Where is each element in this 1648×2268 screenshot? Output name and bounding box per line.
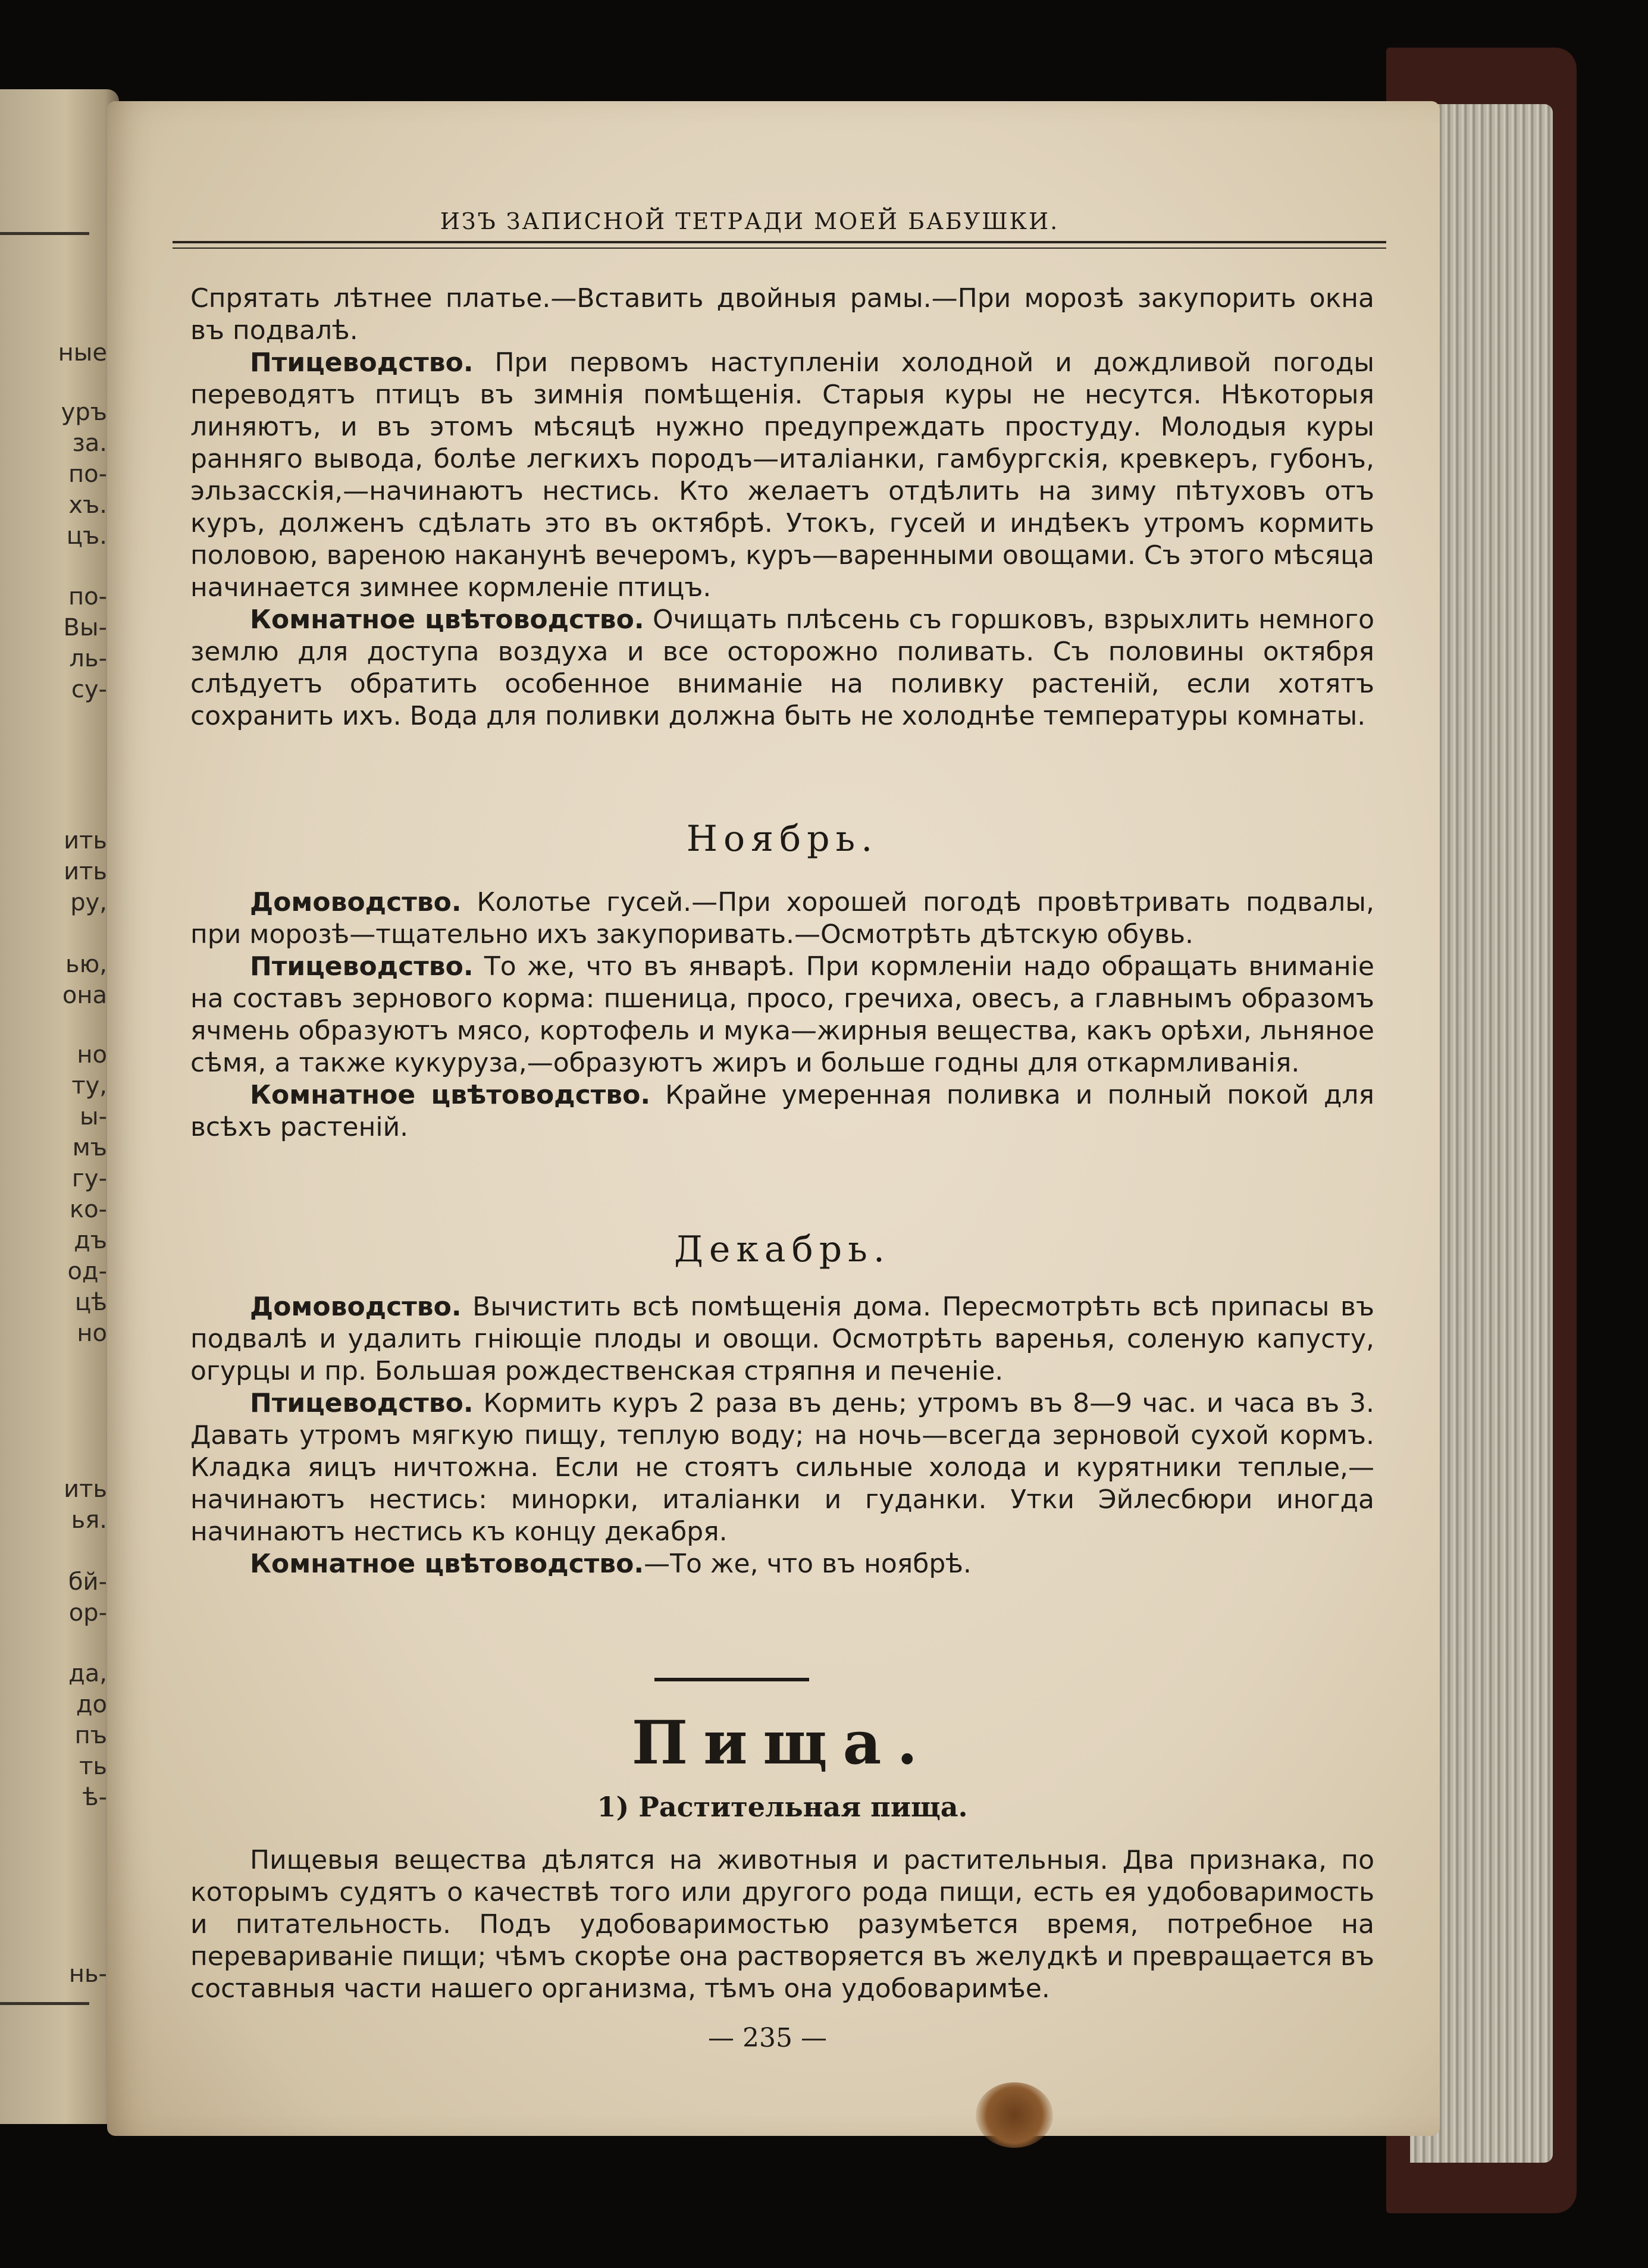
paragraph: Птицеводство. То же, что въ январѣ. При кормленіи надо обращать вниманіе на составъ зернового корма: пшеница, просо, гречиха, овесъ, а главнымъ образомъ ячмень образуютъ мясо, кортофель и мука—жирныя вещества, какъ орѣхи, льняное сѣмя, а также кукуруза,—образуютъ жиръ и больше годны для откармливанія. (190, 951, 1374, 1078)
left-fragment: ть (79, 1753, 107, 1780)
left-fragment: ту, (71, 1072, 107, 1099)
left-fragment: цѣ (74, 1289, 107, 1316)
left-fragment: ные (58, 339, 107, 366)
food-subheading: 1) Растительная пища. (597, 1791, 968, 1823)
header-rule (173, 241, 1386, 243)
left-fragment: бй- (68, 1568, 107, 1596)
left-page-rule (0, 2002, 89, 2005)
paragraph: Домоводство. Колотье гусей.—При хорошей погодѣ провѣтривать подвалы, при морозѣ—тщательно ихъ закупоривать.—Осмотрѣть дѣтскую обувь. (190, 887, 1374, 950)
left-fragment: ить (64, 1476, 107, 1503)
paragraph: Спрятать лѣтнее платье.—Вставить двойныя рамы.—При морозѣ закупорить окна въ подвалѣ. (190, 283, 1374, 346)
ink-stain (976, 2082, 1053, 2148)
running-header: ИЗЪ ЗАПИСНОЙ ТЕТРАДИ МОЕЙ БАБУШКИ. (440, 208, 1060, 234)
left-fragment: дъ (74, 1227, 107, 1254)
page-number: — 235 — (708, 2023, 827, 2053)
left-fragment: ру, (70, 889, 107, 916)
left-fragment: нь- (68, 1960, 107, 1988)
left-fragment: цъ. (66, 522, 107, 550)
left-fragment: но (77, 1320, 107, 1347)
left-fragment: хъ. (68, 491, 107, 519)
paragraph-label: Комнатное цвѣтоводство. (250, 604, 644, 635)
left-fragment: су- (71, 676, 107, 703)
paragraph-label: Комнатное цвѣтоводство. (250, 1080, 651, 1110)
left-fragment: до (76, 1691, 107, 1718)
left-fragment: за. (72, 430, 107, 457)
left-fragment: ить (64, 858, 107, 885)
left-fragment: ѣ- (82, 1784, 107, 1811)
left-fragment: ить (64, 827, 107, 854)
paragraph-label: Комнатное цвѣтоводство. (250, 1549, 644, 1579)
header-rule (173, 248, 1386, 249)
left-fragment: ль- (69, 645, 107, 672)
left-fragment: ы- (79, 1103, 107, 1130)
left-fragment: од- (67, 1258, 107, 1285)
paragraph: Птицеводство. При первомъ наступленіи холодной и дождливой погоды переводятъ птицъ въ зимнія помѣщенія. Старыя куры не несутся. Нѣкоторыя линяютъ, и въ этомъ мѣсяцѣ нужно предупреждать простуду. Молодыя куры ранняго вывода, болѣе легкихъ породъ—италіанки, гамбургскія, кревкеръ, губонъ, эльзасскія,—начинаютъ нестись. Кто желаетъ отдѣлить на зиму пѣтуховъ отъ куръ, долженъ сдѣлать это въ октябрѣ. Утокъ, гусей и индѣекъ утромъ кормить половою, вареною наканунѣ вечеромъ, куръ—варенными овощами. Съ этого мѣсяца начинается зимнее кормленіе птицъ. (190, 347, 1374, 603)
left-fragment: Вы- (63, 614, 107, 641)
left-fragment: ко- (69, 1196, 107, 1223)
left-fragment: уръ (61, 399, 107, 426)
paragraph: Комнатное цвѣтоводство.—То же, что въ ноябрѣ. (250, 1549, 972, 1579)
paragraph: Птицеводство. Кормить куръ 2 раза въ день; утромъ въ 8—9 час. и часа въ 3. Давать утромъ мягкую пищу, теплую воду; на ночь—всегда зерновой сухой кормъ. Кладка яицъ ничтожна. Если не стоятъ сильные холода и курятники теплые,—начинаютъ нестись: минорки, италіанки и гуданки. Утки Эйлесбюри иногда начинаютъ нестись къ концу декабря. (190, 1388, 1374, 1547)
left-facing-page (0, 89, 119, 2124)
left-fragment: по- (68, 583, 107, 610)
paragraph-label: Птицеводство. (250, 951, 474, 982)
november-section (190, 886, 1374, 1144)
paragraph: Домоводство. Вычистить всѣ помѣщенія дома. Пересмотрѣть всѣ припасы въ подвалѣ и удалить гніющіе плоды и овощи. Осмотрѣть варенья, соленую капусту, огурцы и пр. Большая рождественская стряпня и печеніе. (190, 1292, 1374, 1386)
main-page (107, 101, 1440, 2136)
left-fragment: пъ (74, 1722, 107, 1749)
left-page-rule (0, 232, 89, 235)
left-fragment: по- (68, 461, 107, 488)
paragraph-label: Домоводство. (250, 1292, 462, 1322)
paragraph-label: Птицеводство. (250, 347, 474, 378)
december-heading: Декабрь. (674, 1229, 891, 1270)
left-fragment: ью, (65, 951, 107, 978)
food-section (190, 1844, 1374, 2005)
left-fragment: мъ (72, 1134, 107, 1161)
left-fragment: ор- (68, 1599, 107, 1627)
november-heading: Ноябрь. (686, 818, 879, 860)
left-fragment: гу- (71, 1165, 107, 1192)
left-fragment: она (62, 982, 107, 1009)
paragraph: Комнатное цвѣтоводство. Крайне умеренная поливка и полный покой для всѣхъ растеній. (190, 1080, 1374, 1142)
december-section (190, 1291, 1374, 1580)
section-divider (654, 1678, 809, 1681)
left-fragment: да, (68, 1660, 107, 1687)
paragraph-label: Домоводство. (250, 887, 462, 917)
paragraph-label: Птицеводство. (250, 1388, 474, 1418)
left-fragment: но (77, 1041, 107, 1069)
paragraph: Пищевыя вещества дѣлятся на животныя и растительныя. Два признака, по которымъ судятъ о качествѣ того или другого рода пищи, есть ея удобоваримость и питательность. Подъ удобоваримостью разумѣется время, потребное на перевариваніе пищи; чѣмъ скорѣе она растворяется въ желудкѣ и превращается въ составныя части нашего организма, тѣмъ она удобоваримѣе. (190, 1845, 1374, 2004)
left-fragment: ья. (71, 1506, 107, 1534)
paragraph: Комнатное цвѣтоводство. Очищать плѣсень съ горшковъ, взрыхлить немного землю для доступа воздуха и все осторожно поливать. Съ половины октября слѣдуетъ обратить особенное вниманіе на поливку растеній, если хотятъ сохранить ихъ. Вода для поливки должна быть не холоднѣе температуры комнаты. (190, 604, 1374, 731)
food-heading: Пища. (631, 1708, 933, 1778)
october-section (190, 283, 1374, 732)
